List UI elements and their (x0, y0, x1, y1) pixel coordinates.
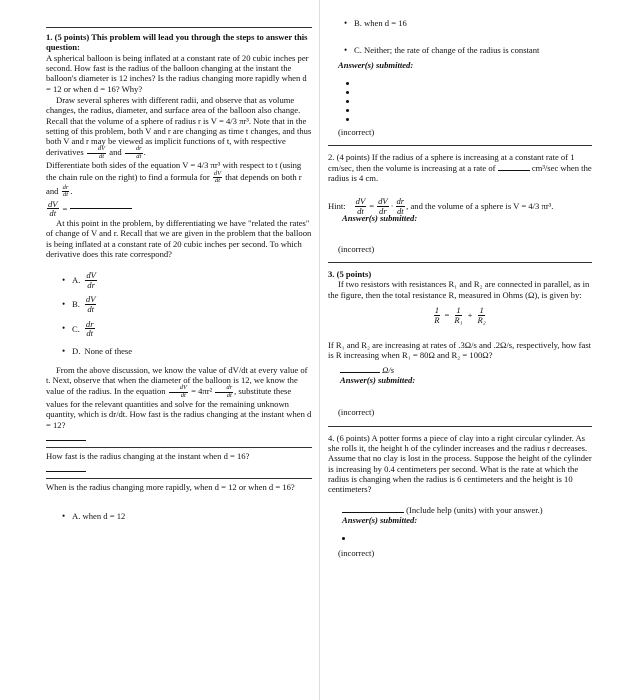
option-b-frac: $\frac{dV}{dt}$ (85, 294, 96, 314)
dr-dt-frac-2: $\frac{dr}{dt}$ (62, 183, 69, 199)
eq-1-over-r2: $\frac{1}{\text{R₂}}$ (477, 304, 486, 325)
rule-d12 (46, 447, 312, 448)
problem-4-text: 4. (6 points) A potter forms a piece of clay into a right circular cylinder. As she rolls it, the height h of the cylinder increases and the radius r decreases. Assume that no clay is lost in the process. Suppose the height of the cylinder is increasing by 0.4 centimeters per second. What is the rate at which the radius is changing when the radius is 6 centimeters and the height is 10 centimeters? (328, 432, 592, 495)
incorrect-3: (incorrect) (338, 407, 375, 418)
eq-sign: = (62, 203, 68, 214)
q-d16: How fast is the radius changing at the instant when d = 16? (46, 451, 250, 462)
bullet-icon: • (62, 510, 66, 521)
problem-3-rule (328, 262, 592, 263)
problem-4-rule (328, 426, 592, 427)
hint-dv-dr: $\frac{dV}{dr}$ (378, 196, 388, 216)
eq-1-over-r: $\frac{1}{R}$ (434, 304, 440, 325)
rule-d16 (46, 478, 312, 479)
dot (346, 109, 349, 112)
p2-answer-input[interactable] (498, 170, 530, 171)
eq2-rhs: $\frac{dr}{dt}$ (215, 385, 233, 399)
dot (346, 118, 349, 121)
dot (346, 100, 349, 103)
problem-2-rule (328, 145, 592, 146)
option-a-d12[interactable]: • A. when d = 12 (62, 510, 126, 521)
q-rapid: When is the radius changing more rapidly, when d = 12 or when d = 16? (46, 482, 295, 493)
dv-dt-frac: $\frac{dV}{dt}$ (87, 146, 106, 160)
eq2-lhs: $\frac{dV}{dt}$ (169, 385, 188, 399)
bullet-icon: • (62, 274, 66, 285)
option-a[interactable]: • A. $\frac{dV}{dr}$ (62, 270, 96, 290)
problem-3-header: 3. (5 points) (328, 268, 372, 279)
answers-submitted-3: Answer(s) submitted: (340, 375, 416, 386)
option-c-frac: $\frac{dr}{dt}$ (85, 318, 94, 339)
problem-3-text: If two resistors with resistances R₁ and R₂ are connected in parallel, as in the figure, then the total resistance R, measured in Ohms (Ω), is given by: (328, 279, 590, 300)
bullet-icon: • (344, 18, 348, 28)
option-d[interactable]: • D. None of these (62, 345, 133, 356)
option-c[interactable]: • C. $\frac{dr}{dt}$ (62, 318, 94, 339)
resistance-equation: $\frac{1}{R}$ = $\frac{1}{\text{R₁}}$ + $\frac{1}{\text{R₂}}$ (434, 304, 486, 325)
option-a-frac: $\frac{dV}{dr}$ (86, 270, 96, 290)
d12-answer-input[interactable] (46, 440, 86, 441)
p4-answer-line: (Include help (units) with your answer.) (342, 505, 592, 515)
option-c-neither[interactable]: • C. Neither; the rate of change of the radius is constant (344, 44, 540, 56)
option-b-d16[interactable]: • B. when d = 16 (344, 18, 407, 29)
incorrect-4: (incorrect) (338, 548, 375, 559)
eq-1-over-r1: $\frac{1}{\text{R₁}}$ (454, 304, 463, 325)
answers-submitted-2: Answer(s) submitted: (342, 213, 418, 224)
answers-submitted-4: Answer(s) submitted: (342, 514, 418, 525)
problem-3-rates: If R₁ and R₂ are increasing at rates of .3Ω/s and .2Ω/s, respectively, how fast is R increasing when R₁ = 80Ω and R₂ = 100Ω? (328, 340, 592, 361)
d16-answer-input[interactable] (46, 471, 86, 472)
p3-answer-input[interactable] (340, 372, 380, 373)
problem-1-rates-text: At this point in the problem, by differentiating we have "related the rates" of change of V and r. Recall that we are given in the problem that the balloon is being inflated at a constant rate of 20 cubic inches per second. To which derivative does this rate correspond? (46, 217, 312, 259)
bullet-icon: • (62, 345, 66, 356)
option-b[interactable]: • B. $\frac{dV}{dt}$ (62, 294, 96, 314)
problem-1-header: 1. (5 points) This problem will lead you through the steps to answer this question: (46, 32, 308, 53)
dot (346, 82, 349, 85)
problem-1-diff-text: Differentiate both sides of the equation V = 4/3 πr³ with respect to t (using the chain rule on the right) to find a formula for $\frac{dV}{dt}$ that depends on both r and $\frac{dr}{dt}$ . (46, 160, 302, 199)
options-list-1 (46, 271, 312, 356)
dv-dt-frac-2: $\frac{dV}{dt}$ (213, 169, 222, 185)
p4-answer-input[interactable] (342, 512, 404, 513)
answers-submitted-1: Answer(s) submitted: (338, 59, 414, 70)
p3-answer-line: Ω/s (340, 365, 592, 375)
bullet-icon: • (62, 323, 66, 334)
column-divider (319, 0, 320, 700)
incorrect-2: (incorrect) (338, 243, 375, 254)
left-column (46, 0, 312, 522)
dr-dt-frac: $\frac{dr}{dt}$ (125, 146, 143, 160)
problem-1-rule (46, 27, 312, 28)
hint-dr-dt: $\frac{dr}{dt}$ (396, 196, 405, 216)
dot (346, 91, 349, 94)
problem-1-statement: A spherical balloon is being inflated at a constant rate of 20 cubic inches per second. How fast is the radius of the balloon changing at the instant the balloon's diameter is 12 inches? Is the radius changing more rapidly when d = 12 or when d = 16? Why? (46, 52, 309, 94)
submitted-dots (328, 82, 592, 121)
problem-1-from-text: From the above discussion, we know the value of dV/dt at every value of t. Next, observe that when the diameter of the balloon is 12, we know the value of the radius. In the equation $\frac{dV}{dt}$ = 4πr² $\frac{dr}{dt}$ , substitute these values for the relevant quantities and solve for the remaining unknown quantity, which is dr/dt. How fast is the radius changing at the instant when d = 12? (46, 364, 312, 430)
dv-dt-answer-input[interactable] (70, 208, 132, 209)
problem-2-hint: Hint: $\frac{dV}{dt}$ = $\frac{dV}{dr}$ · $\frac{dr}{dt}$ , and the volume of a sphere is V = 4/3 πr³. (328, 196, 554, 216)
eq-lhs-frac: $\frac{dV}{dt}$ (48, 198, 58, 219)
problem-2-text: 2. (4 points) If the radius of a sphere is increasing at a constant rate of 1 cm/sec, then the volume is increasing at a rate of cm³/sec when the radius is 4 cm. (328, 152, 592, 183)
dv-dt-equation (46, 200, 312, 218)
incorrect-1: (incorrect) (338, 126, 375, 137)
hint-dv-dt: $\frac{dV}{dt}$ (355, 196, 366, 216)
right-column (328, 0, 592, 558)
dot (342, 537, 345, 540)
bullet-icon: • (62, 299, 66, 310)
problem-1-draw-text: Draw several spheres with different radii, and observe that as volume changes, the radius, diameter, and surface area of the balloon also change. Recall that the volume of a sphere of radius r is V = 4/3 πr³. Note that in the setting of this problem, both V and r are changing as time t changes, and thus both V and r may be viewed as implicit functions of t, with respective derivatives $\frac{dV}{dt}$ and $\frac{dr}{dt}$ . (46, 94, 312, 160)
bullet-icon: • (344, 44, 348, 55)
